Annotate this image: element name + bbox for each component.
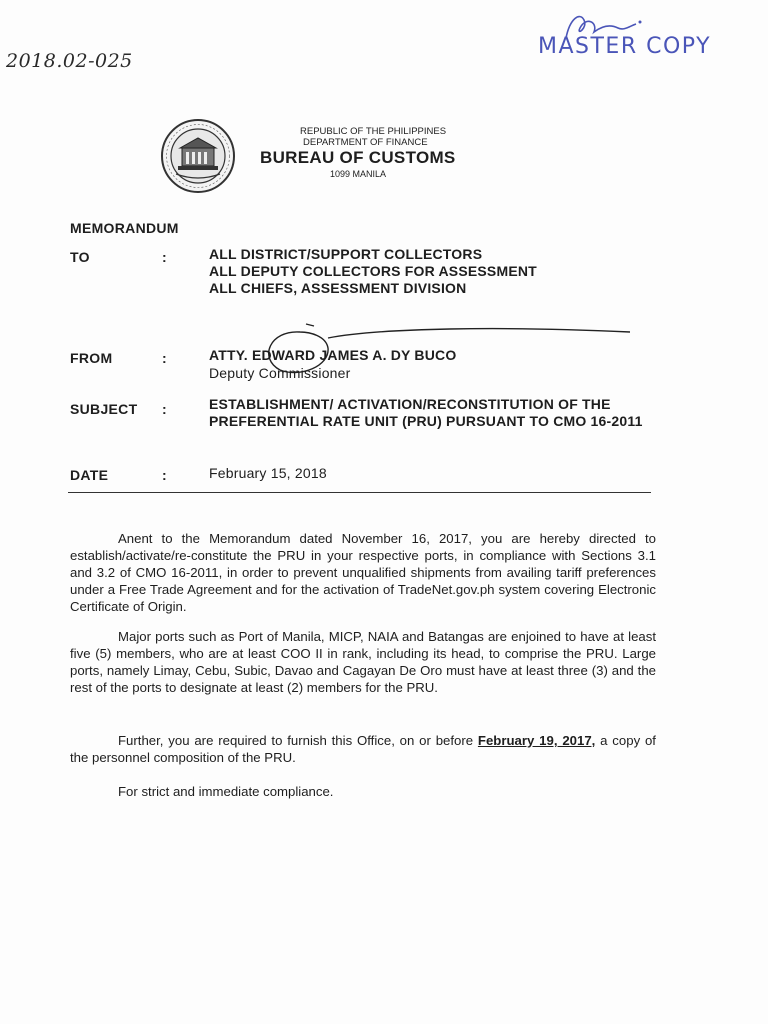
date-value: February 15, 2018 — [209, 465, 327, 481]
from-title: Deputy Commissioner — [209, 365, 351, 381]
bureau-of-customs-seal-icon — [160, 118, 236, 194]
subject-text: ESTABLISHMENT/ ACTIVATION/RECONSTITUTION OF THE PREFERENTIAL RATE UNIT (PRU) PURSUANT TO CMO 16-2011 — [209, 396, 643, 429]
body-paragraph-2-text: Major ports such as Port of Manila, MICP, NAIA and Batangas are enjoined to have at least five (5) members, who are at least COO II in rank, including its head, to comprise the PRU. Large ports, namely Limay, Cebu, Subic, Davao and Cagayan De Oro must have at least three (3) and the rest of the ports to designate at least (2) members for the PRU. — [70, 629, 656, 695]
body-paragraph-1-text: Anent to the Memorandum dated November 16, 2017, you are hereby directed to establish/activate/re-constitute the PRU in your respective ports, in compliance with Sections 3.1 and 3.2 of CMO 16-2011, in order to prevent unqualified shipments from availing tariff preferences under a Free Trade Agreement and for the activation of TradeNet.gov.ph system covering Electronic Certificate of Origin. — [70, 531, 656, 614]
body-paragraph-3-text-end: a copy of the personnel composition of the PRU. — [70, 733, 656, 765]
body-paragraph-1 — [70, 530, 656, 615]
from-name: ATTY. EDWARD JAMES A. DY BUCO — [209, 347, 457, 363]
to-recipient-2: ALL DEPUTY COLLECTORS FOR ASSESSMENT — [209, 263, 537, 279]
body-paragraph-2 — [70, 628, 656, 696]
subject-label: SUBJECT — [70, 401, 138, 417]
date-colon: : — [162, 467, 167, 483]
subject-colon: : — [162, 401, 167, 417]
master-copy-stamp: MASTER COPY — [538, 34, 712, 59]
from-colon: : — [162, 350, 167, 366]
letterhead-republic: REPUBLIC OF THE PHILIPPINES — [300, 126, 447, 137]
from-label: FROM — [70, 350, 113, 366]
header-divider — [68, 492, 651, 493]
body-paragraph-3-text-start: Further, you are required to furnish this Office, on or before — [118, 733, 478, 748]
memo-title: MEMORANDUM — [70, 220, 179, 236]
to-recipient-1: ALL DISTRICT/SUPPORT COLLECTORS — [209, 246, 483, 262]
date-label: DATE — [70, 467, 109, 483]
letterhead-department: DEPARTMENT OF FINANCE — [303, 137, 428, 148]
letterhead-agency: BUREAU OF CUSTOMS — [260, 148, 456, 167]
body-paragraph-3 — [70, 732, 656, 766]
to-colon: : — [162, 249, 167, 265]
to-recipient-3: ALL CHIEFS, ASSESSMENT DIVISION — [209, 280, 467, 296]
handwritten-reference-number: 2018.02-025 — [6, 50, 133, 72]
body-paragraph-4-text: For strict and immediate compliance. — [118, 784, 334, 799]
body-paragraph-4 — [70, 783, 656, 800]
body-deadline-date: February 19, 2017, — [477, 733, 596, 748]
letterhead-address: 1099 MANILA — [330, 169, 387, 179]
to-label: TO — [70, 249, 90, 265]
